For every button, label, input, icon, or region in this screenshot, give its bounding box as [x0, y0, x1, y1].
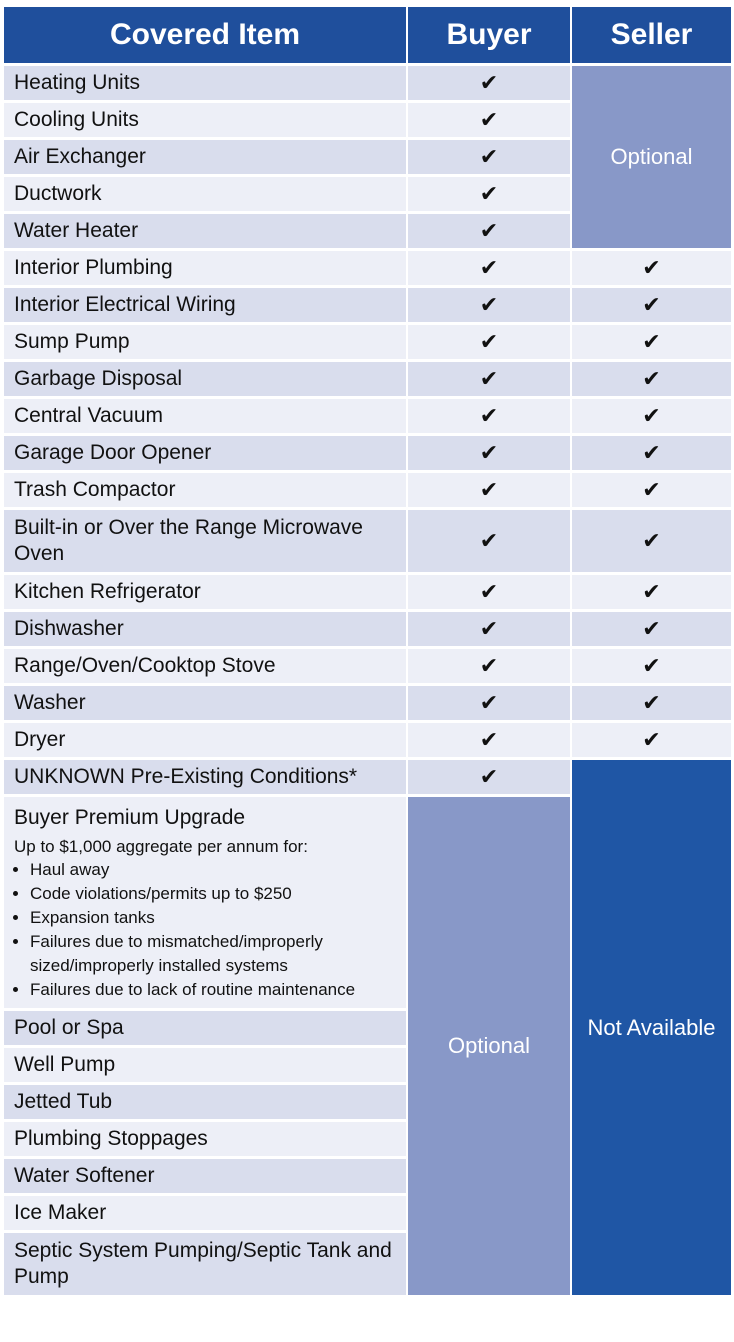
header-covered-item: Covered Item — [4, 7, 406, 63]
header-row — [4, 7, 731, 63]
buyer-check-icon: ✔ — [408, 399, 570, 433]
buyer-check-icon: ✔ — [408, 103, 570, 137]
seller-check-icon: ✔ — [572, 251, 731, 285]
item-washer: Washer — [4, 686, 406, 720]
seller-check-icon: ✔ — [572, 325, 731, 359]
item-ice-maker: Ice Maker — [4, 1196, 406, 1230]
seller-check-icon: ✔ — [572, 510, 731, 572]
table-row — [4, 723, 731, 757]
buyer-check-icon: ✔ — [408, 575, 570, 609]
buyer-check-icon: ✔ — [408, 473, 570, 507]
coverage-table — [2, 4, 733, 1298]
buyer-check-icon: ✔ — [408, 66, 570, 100]
seller-optional-cell: Optional — [572, 66, 731, 248]
table-row — [4, 251, 731, 285]
item-heating-units: Heating Units — [4, 66, 406, 100]
table-row — [4, 362, 731, 396]
buyer-check-icon: ✔ — [408, 649, 570, 683]
buyer-optional-cell: Optional — [408, 797, 570, 1295]
seller-check-icon: ✔ — [572, 575, 731, 609]
buyer-check-icon: ✔ — [408, 214, 570, 248]
buyer-check-icon: ✔ — [408, 251, 570, 285]
item-water-softener: Water Softener — [4, 1159, 406, 1193]
item-trash-compactor: Trash Compactor — [4, 473, 406, 507]
table-row — [4, 649, 731, 683]
seller-check-icon: ✔ — [572, 362, 731, 396]
seller-check-icon: ✔ — [572, 399, 731, 433]
item-microwave-oven: Built-in or Over the Range Microwave Oven — [4, 510, 406, 572]
table-row — [4, 399, 731, 433]
seller-not-available-cell: Not Available — [572, 760, 731, 1295]
table-row — [4, 325, 731, 359]
item-air-exchanger: Air Exchanger — [4, 140, 406, 174]
item-garbage-disposal: Garbage Disposal — [4, 362, 406, 396]
table-row — [4, 686, 731, 720]
header-seller: Seller — [572, 7, 731, 63]
item-pool-or-spa: Pool or Spa — [4, 1011, 406, 1045]
seller-check-icon: ✔ — [572, 686, 731, 720]
table-row — [4, 436, 731, 470]
item-dishwasher: Dishwasher — [4, 612, 406, 646]
premium-bullet: • Expansion tanks — [30, 906, 396, 930]
item-well-pump: Well Pump — [4, 1048, 406, 1082]
item-plumbing-stoppages: Plumbing Stoppages — [4, 1122, 406, 1156]
premium-bullet: • Haul away — [30, 858, 396, 882]
item-kitchen-refrigerator: Kitchen Refrigerator — [4, 575, 406, 609]
premium-intro: Up to $1,000 aggregate per annum for: — [14, 837, 308, 856]
table-row — [4, 575, 731, 609]
buyer-check-icon: ✔ — [408, 760, 570, 794]
table-row — [4, 612, 731, 646]
seller-check-icon: ✔ — [572, 612, 731, 646]
item-sump-pump: Sump Pump — [4, 325, 406, 359]
item-septic-system: Septic System Pumping/Septic Tank and Pump — [4, 1233, 406, 1295]
item-dryer: Dryer — [4, 723, 406, 757]
seller-check-icon: ✔ — [572, 649, 731, 683]
buyer-check-icon: ✔ — [408, 612, 570, 646]
item-unknown-preexisting: UNKNOWN Pre-Existing Conditions* — [4, 760, 406, 794]
premium-upgrade-cell — [4, 797, 406, 1008]
table-row — [4, 66, 731, 100]
item-interior-plumbing: Interior Plumbing — [4, 251, 406, 285]
table-row — [4, 760, 731, 794]
buyer-check-icon: ✔ — [408, 362, 570, 396]
buyer-check-icon: ✔ — [408, 288, 570, 322]
item-ductwork: Ductwork — [4, 177, 406, 211]
item-central-vacuum: Central Vacuum — [4, 399, 406, 433]
item-water-heater: Water Heater — [4, 214, 406, 248]
item-garage-door-opener: Garage Door Opener — [4, 436, 406, 470]
buyer-check-icon: ✔ — [408, 686, 570, 720]
premium-bullet: • Failures due to lack of routine maintenance — [30, 978, 396, 1002]
seller-check-icon: ✔ — [572, 436, 731, 470]
buyer-check-icon: ✔ — [408, 177, 570, 211]
seller-check-icon: ✔ — [572, 288, 731, 322]
buyer-check-icon: ✔ — [408, 140, 570, 174]
buyer-check-icon: ✔ — [408, 325, 570, 359]
item-interior-electrical-wiring: Interior Electrical Wiring — [4, 288, 406, 322]
item-jetted-tub: Jetted Tub — [4, 1085, 406, 1119]
table-row — [4, 473, 731, 507]
table-row — [4, 288, 731, 322]
premium-bullet: • Code violations/permits up to $250 — [30, 882, 396, 906]
item-range-oven-cooktop: Range/Oven/Cooktop Stove — [4, 649, 406, 683]
buyer-check-icon: ✔ — [408, 510, 570, 572]
buyer-check-icon: ✔ — [408, 436, 570, 470]
item-cooling-units: Cooling Units — [4, 103, 406, 137]
premium-title: Buyer Premium Upgrade — [14, 806, 246, 829]
table-row — [4, 510, 731, 572]
premium-bullet-list — [14, 858, 396, 1002]
premium-bullet: • Failures due to mismatched/improperly sized/improperly installed systems — [30, 930, 396, 978]
seller-check-icon: ✔ — [572, 473, 731, 507]
seller-check-icon: ✔ — [572, 723, 731, 757]
header-buyer: Buyer — [408, 7, 570, 63]
buyer-check-icon: ✔ — [408, 723, 570, 757]
